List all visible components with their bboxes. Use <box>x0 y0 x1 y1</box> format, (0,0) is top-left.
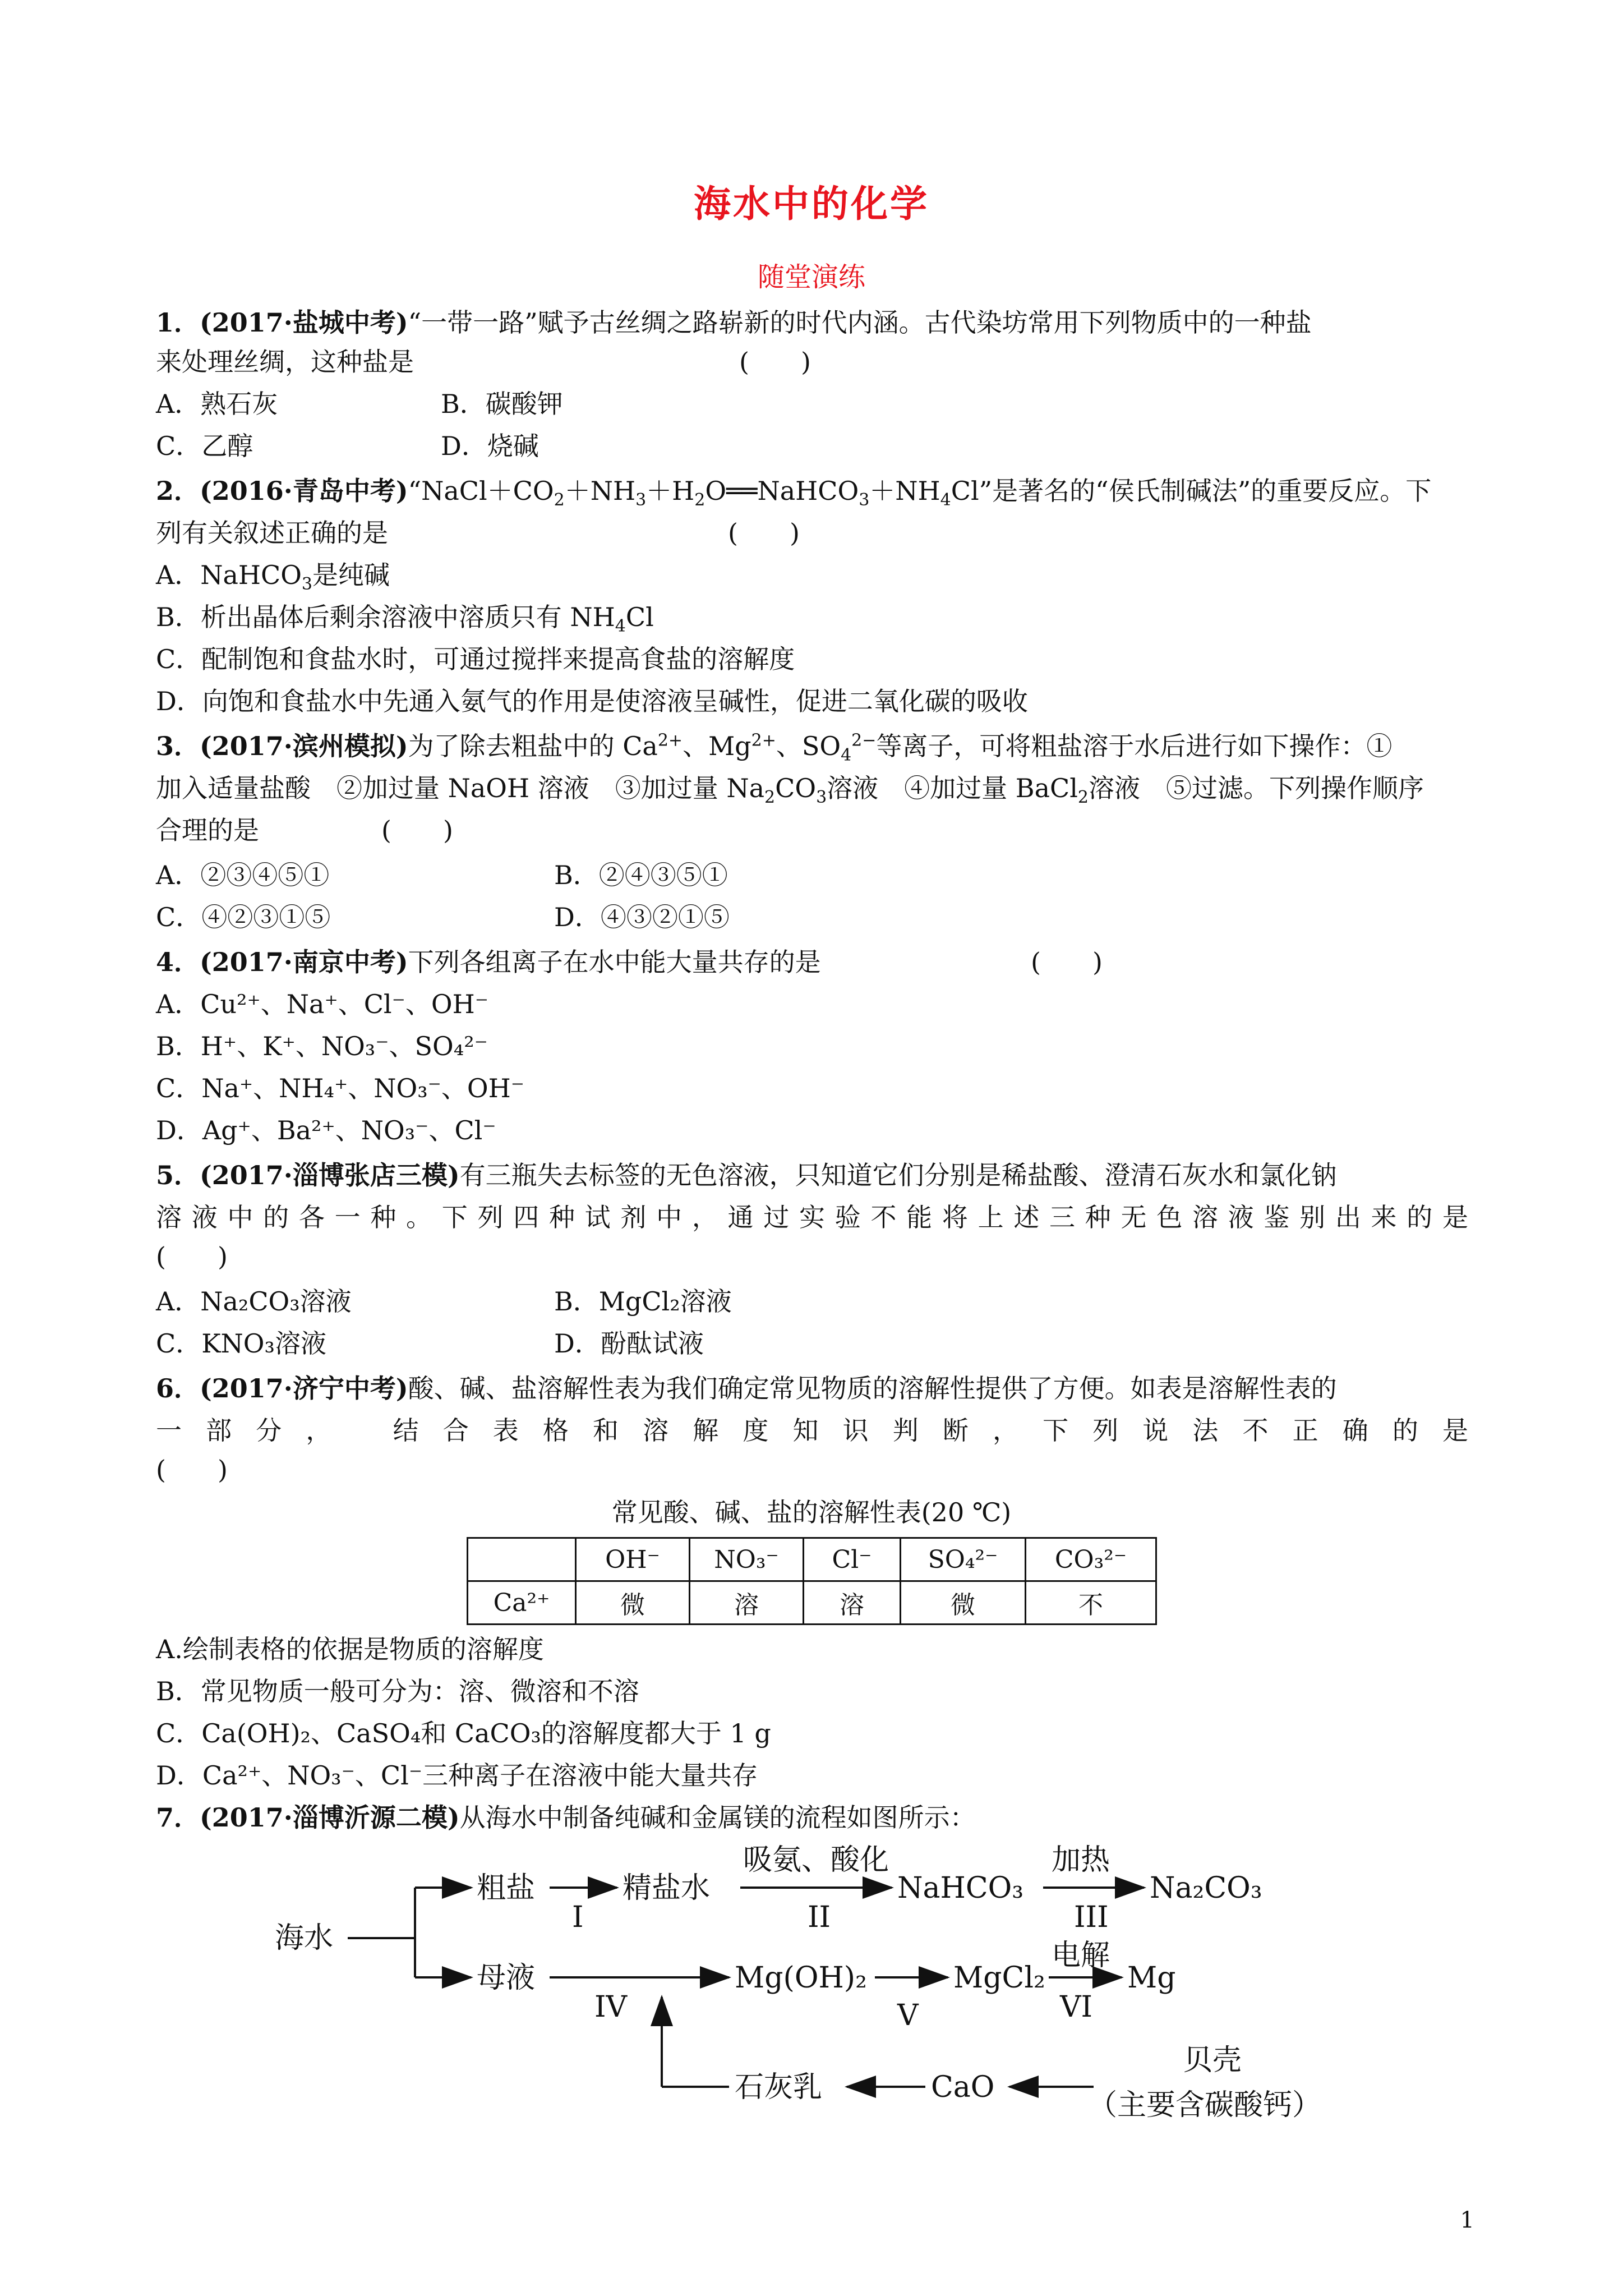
page-title: 海水中的化学 <box>694 182 929 226</box>
q5-option-b: B．MgCl₂溶液 <box>554 1286 732 1317</box>
table-header-cell: NO₃⁻ <box>690 1538 804 1581</box>
question-3-line-1: 3．(2017·滨州模拟)为了除去粗盐中的 $Ca^{2+}$、$Mg^{2+}$、$SO_4^{2-}$等离子，可将粗盐溶于水后进行如下操作：① <box>156 730 1393 766</box>
flow-shell: 贝壳 <box>1183 2044 1242 2077</box>
q3-option-d: D．④③②①⑤ <box>554 902 730 932</box>
q6-option-b: B．常见物质一般可分为：溶、微溶和不溶 <box>156 1676 639 1706</box>
flow-step-1: I <box>572 1901 584 1934</box>
table-header-row <box>468 1538 1156 1581</box>
question-1-number: 1．(2017·盐城中考) <box>156 307 408 338</box>
question-2-answer-blank: ( ) <box>728 518 800 548</box>
table-header-cell <box>468 1538 576 1581</box>
question-3-line-2: 加入适量盐酸 ②加过量 NaOH 溶液 ③加过量 $Na_2CO_3$溶液 ④加过量 BaCl$_2$溶液 ⑤过滤。下列操作顺序 <box>156 773 1424 808</box>
table-header-cell: OH⁻ <box>576 1538 690 1581</box>
q1-option-c: C．乙醇 <box>156 431 253 461</box>
question-7-number: 7．(2017·淄博沂源二模) <box>156 1802 460 1833</box>
table-row <box>468 1581 1156 1625</box>
question-4-number: 4．(2017·南京中考) <box>156 947 408 977</box>
question-2-line-2: 列有关叙述正确的是 <box>156 518 388 548</box>
flow-mother-liquor: 母液 <box>477 1961 536 1995</box>
table-cell: 不 <box>1026 1581 1156 1625</box>
question-4-answer-blank: ( ) <box>1031 947 1103 977</box>
flow-ammonia-acidify-label: 吸氨、酸化 <box>743 1843 889 1877</box>
table-cell: 微 <box>901 1581 1026 1625</box>
q4-option-b: B．H⁺、K⁺、NO₃⁻、SO₄²⁻ <box>156 1031 488 1061</box>
q2-option-d: D．向饱和食盐水中先通入氨气的作用是使溶液呈碱性，促进二氧化碳的吸收 <box>156 686 1028 716</box>
table-cell: 溶 <box>804 1581 901 1625</box>
question-5-answer-blank: ( ) <box>156 1241 228 1272</box>
question-3-answer-blank: ( ) <box>381 815 453 845</box>
question-5-number: 5．(2017·淄博张店三模) <box>156 1160 460 1190</box>
q2-option-b: B．析出晶体后剩余溶液中溶质只有 $NH_4Cl$ <box>156 602 654 637</box>
question-1-line-2: 来处理丝绸，这种盐是 <box>156 347 414 377</box>
table-cell: 微 <box>576 1581 690 1625</box>
table-header-cell: CO₃²⁻ <box>1026 1538 1156 1581</box>
flow-crude-salt: 粗盐 <box>477 1871 536 1905</box>
flow-shell-note: （主要含碳酸钙） <box>1088 2088 1322 2122</box>
flow-cao: CaO <box>931 2070 995 2104</box>
flow-mgcl2: MgCl₂ <box>953 1961 1045 1995</box>
flow-electrolysis-label: 电解 <box>1052 1939 1110 1972</box>
question-2-line-1: 2．(2016·青岛中考)“$NaCl+CO_2+NH_3+H_2O══NaHCO_3+NH_4Cl$”是著名的“侯氏制碱法”的重要反应。下 <box>156 476 1432 510</box>
question-5-line-1: 5．(2017·淄博张店三模)有三瓶失去标签的无色溶液，只知道它们分别是稀盐酸、澄清石灰水和氯化钠 <box>156 1160 1337 1190</box>
q5-option-d: D．酚酞试液 <box>554 1328 704 1359</box>
table-header-cell: Cl⁻ <box>804 1538 901 1581</box>
table-header-cell: SO₄²⁻ <box>901 1538 1026 1581</box>
q4-option-d: D．Ag⁺、Ba²⁺、NO₃⁻、Cl⁻ <box>156 1115 496 1145</box>
q1-option-a: A．熟石灰 <box>156 389 278 419</box>
question-6-number: 6．(2017·济宁中考) <box>156 1373 408 1404</box>
q6-option-c: C．Ca(OH)₂、CaSO₄和 CaCO₃的溶解度都大于 1 g <box>156 1718 771 1749</box>
question-1-answer-blank: ( ) <box>739 347 811 377</box>
flow-mg: Mg <box>1127 1961 1176 1995</box>
flow-seawater: 海水 <box>275 1921 334 1955</box>
table-cell: Ca²⁺ <box>468 1581 576 1625</box>
solubility-table <box>467 1537 1157 1625</box>
q1-option-d: D．烧碱 <box>441 431 539 461</box>
q1-option-b: B．碳酸钾 <box>441 389 563 419</box>
q6-option-a: A.绘制表格的依据是物质的溶解度 <box>156 1634 544 1664</box>
table-cell: 溶 <box>690 1581 804 1625</box>
flow-step-6: VI <box>1060 1990 1093 2024</box>
flow-step-5: V <box>897 1999 919 2032</box>
q5-option-a: A．Na₂CO₃溶液 <box>156 1286 352 1317</box>
flow-step-2: II <box>808 1901 831 1934</box>
question-2-number: 2．(2016·青岛中考) <box>156 476 408 506</box>
question-4-line-1: 4．(2017·南京中考)下列各组离子在水中能大量共存的是 <box>156 947 821 977</box>
question-6-line-1: 6．(2017·济宁中考)酸、碱、盐溶解性表为我们确定常见物质的溶解性提供了方便。如表是溶解性表的 <box>156 1373 1337 1404</box>
question-5-line-2: 溶液中的各一种。下列四种试剂中，通过实验不能将上述三种无色溶液鉴别出来的是 <box>156 1202 1468 1232</box>
flow-heat-label: 加热 <box>1052 1843 1110 1877</box>
q2-option-a: A．NaHCO$_3$是纯碱 <box>156 560 390 595</box>
q6-option-d: D．Ca²⁺、NO₃⁻、Cl⁻三种离子在溶液中能大量共存 <box>156 1760 758 1791</box>
question-6-answer-blank: ( ) <box>156 1455 228 1485</box>
process-flow-diagram <box>236 1818 1357 2132</box>
question-1-line-1: 1．(2017·盐城中考)“一带一路”赋予古丝绸之路崭新的时代内涵。古代染坊常用下列物质中的一种盐 <box>156 307 1312 338</box>
q5-option-c: C．KNO₃溶液 <box>156 1328 326 1359</box>
q3-option-b: B．②④③⑤① <box>554 860 728 890</box>
question-3-line-3: 合理的是 <box>156 815 259 845</box>
flow-nahco3: NaHCO₃ <box>897 1871 1024 1905</box>
flow-refined-brine: 精盐水 <box>623 1871 711 1905</box>
q4-option-a: A．Cu²⁺、Na⁺、Cl⁻、OH⁻ <box>156 989 489 1019</box>
page-subtitle: 随堂演练 <box>757 261 865 293</box>
solubility-table-caption: 常见酸、碱、盐的溶解性表(20 ℃) <box>611 1497 1012 1527</box>
question-3-number: 3．(2017·滨州模拟) <box>156 731 408 761</box>
q2-option-c: C．配制饱和食盐水时，可通过搅拌来提高食盐的溶解度 <box>156 644 795 674</box>
q4-option-c: C．Na⁺、NH₄⁺、NO₃⁻、OH⁻ <box>156 1073 525 1103</box>
page-number: 1 <box>1460 2207 1474 2233</box>
flow-na2co3: Na₂CO₃ <box>1150 1871 1262 1905</box>
q3-option-a: A．②③④⑤① <box>156 860 330 890</box>
q3-option-c: C．④②③①⑤ <box>156 902 331 932</box>
flow-lime-milk: 石灰乳 <box>735 2070 823 2104</box>
question-7-line-1: 7．(2017·淄博沂源二模)从海水中制备纯碱和金属镁的流程如图所示： <box>156 1802 976 1833</box>
flow-mgoh2: Mg(OH)₂ <box>735 1961 867 1995</box>
question-6-line-2: 一部分， 结合表格和溶解度知识判断，下列说法不正确的是 <box>156 1415 1468 1446</box>
flow-step-3: III <box>1074 1901 1109 1934</box>
flow-step-4: IV <box>594 1990 628 2024</box>
